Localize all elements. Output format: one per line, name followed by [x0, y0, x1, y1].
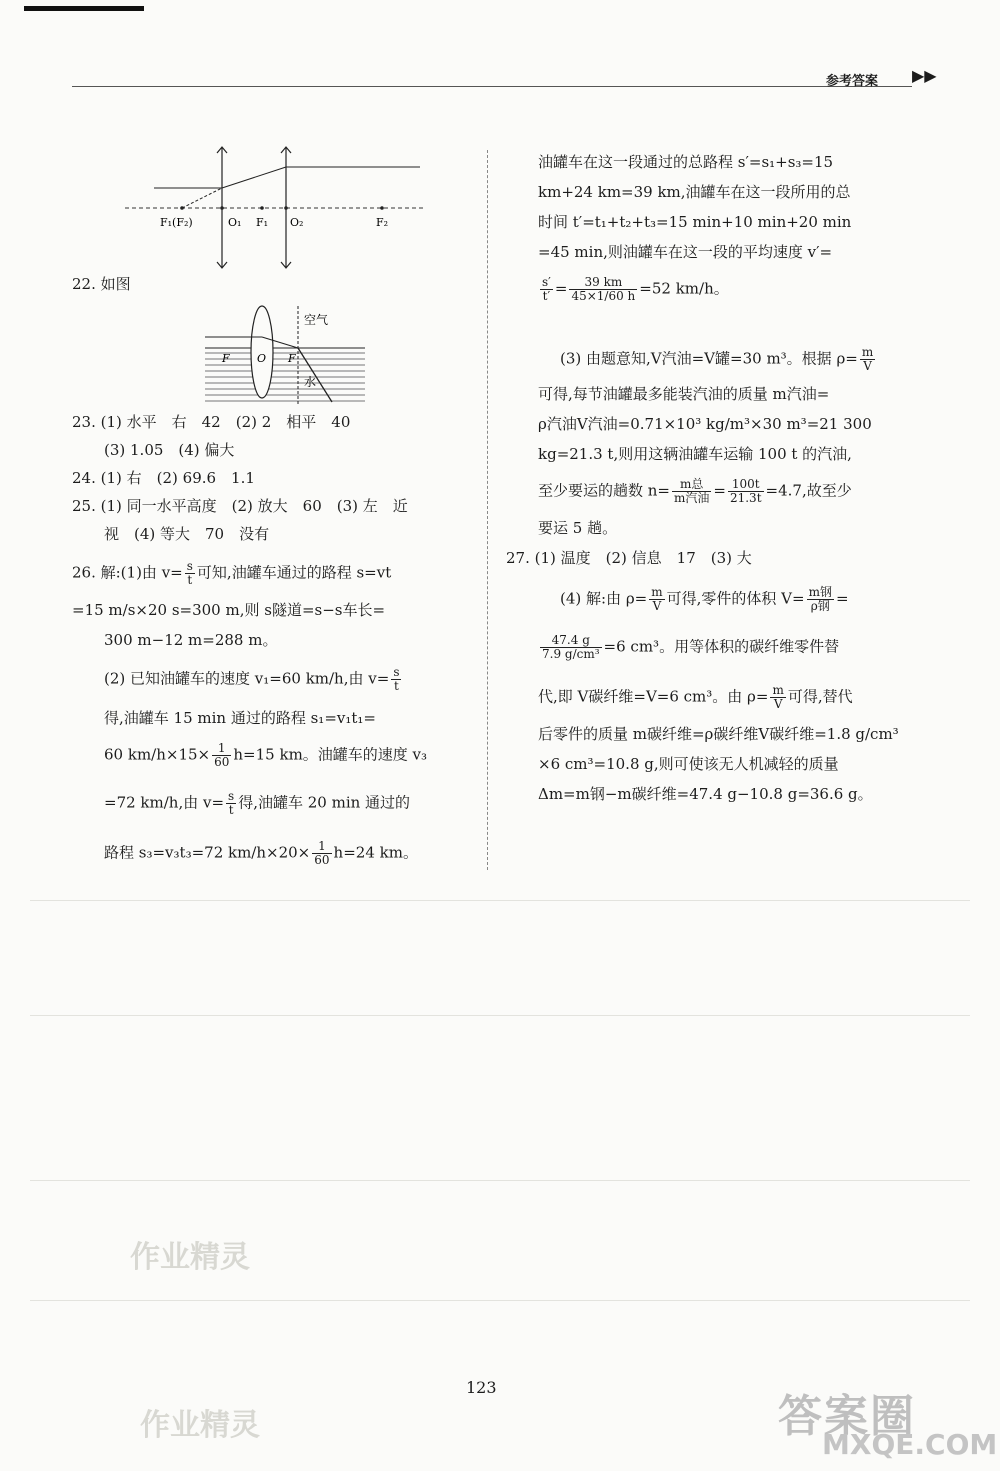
q26r-line11: 要运 5 趟。 — [538, 519, 618, 537]
q27-line4: 代,即 V碳纤维=V=6 cm³。由 ρ= $\frac{m}{V}$ 可得,替代 — [538, 683, 853, 711]
q27-line7: Δm=m钢−m碳纤维=47.4 g−10.8 g=36.6 g。 — [538, 785, 873, 803]
watermark: 作业精灵 — [140, 1408, 260, 1443]
watermark: 作业精灵 — [130, 1240, 250, 1275]
label-f: F — [222, 352, 230, 365]
q26r-line9: kg=21.3 t,则用这辆油罐车运输 100 t 的汽油, — [538, 445, 852, 463]
q26-line8: 路程 s₃=v₃t₃=72 km/h×20× $\frac{1}{60}$ h=24 km。 — [104, 839, 418, 867]
fraction: $\frac{s'}{t'}$ — [542, 275, 551, 303]
q26r-line8: ρ汽油V汽油=0.71×10³ kg/m³×30 m³=21 300 — [538, 415, 872, 433]
label-f: F — [288, 352, 296, 365]
refracted-ray — [222, 167, 286, 188]
top-bar — [24, 6, 144, 11]
q26-line3: 300 m−12 m=288 m。 — [104, 631, 278, 649]
q26r-line5: $\frac{s'}{t'}$ = $\frac{39 km}{45\times 1/60 h}$ =52 km/h。 — [542, 275, 729, 303]
q27-line1: 27. (1) 温度 (2) 信息 17 (3) 大 — [506, 549, 752, 567]
center-point — [284, 206, 288, 210]
extension-line — [182, 188, 222, 208]
label-f1f2: F₁(F₂) — [160, 216, 193, 229]
q27-line5: 后零件的质量 m碳纤维=ρ碳纤维V碳纤维=1.8 g/cm³ — [538, 725, 899, 743]
fraction: $\frac{m}{V}$ — [772, 683, 784, 711]
q23-line1: 23. (1) 水平 右 42 (2) 2 相平 40 — [72, 413, 351, 431]
focus-point — [380, 206, 384, 210]
q26r-line2: km+24 km=39 km,油罐车在这一段所用的总 — [538, 183, 851, 201]
q26-line6: 60 km/h×15× $\frac{1}{60}$ h=15 km。油罐车的速度 v₃ — [104, 741, 428, 769]
site-url: MXQE.COM — [822, 1428, 998, 1461]
fraction: $\frac{m}{V}$ — [861, 345, 874, 373]
fold-line — [30, 1300, 970, 1301]
header-arrows-icon: ▶▶ — [912, 66, 937, 85]
label-o: O — [257, 352, 267, 365]
air-label: 空气 — [304, 313, 329, 327]
q26r-line10: 至少要运的趟数 n= $\frac{\text{m总}}{\text{m汽油}}$ = $\frac{100t}{21.3t}$ =4.7,故至少 — [538, 477, 852, 505]
focus-point — [180, 206, 184, 210]
q26r-line6: (3) 由题意知,V汽油=V罐=30 m³。根据 ρ= $\frac{m}{V}$ — [560, 345, 874, 373]
fraction: $\frac{47.4 g}{\text{7.9 g/cm³}}$ — [542, 633, 600, 661]
fraction: $\frac{s}{t}$ — [186, 559, 193, 587]
q26r-line4: =45 min,则油罐车在这一段的平均速度 v′= — [538, 243, 833, 261]
q26-line5: 得,油罐车 15 min 通过的路程 s₁=v₁t₁= — [104, 709, 376, 727]
lens-diagram-21 — [120, 145, 430, 270]
fold-line — [30, 900, 970, 901]
fraction: $\frac{m}{V}$ — [651, 585, 663, 613]
q26r-line7: 可得,每节油罐最多能装汽油的质量 m汽油= — [538, 385, 830, 403]
lens-diagram-22 — [200, 302, 370, 408]
q26-line1: 26. 解:(1)由 v= $\frac{s}{t}$ 可知,油罐车通过的路程 s=vt — [72, 559, 392, 587]
header-rule — [72, 86, 912, 87]
fraction: $\frac{\text{m钢}}{\text{ρ钢}}$ — [808, 585, 832, 613]
q26-line4: (2) 已知油罐车的速度 v₁=60 km/h,由 v= $\frac{s}{t}$ — [104, 665, 400, 693]
q26r-line1: 油罐车在这一段通过的总路程 s′=s₁+s₃=15 — [538, 153, 834, 171]
fraction: $\frac{39 km}{45\times 1/60 h}$ — [571, 275, 636, 303]
page-number: 123 — [466, 1378, 497, 1397]
q26-line7: =72 km/h,由 v= $\frac{s}{t}$ 得,油罐车 20 min 通过的 — [104, 789, 411, 817]
q25-line1: 25. (1) 同一水平高度 (2) 放大 60 (3) 左 近 — [72, 497, 408, 515]
water-label: 水 — [304, 375, 317, 389]
column-divider — [487, 150, 488, 870]
site-logo: 答案圈 — [778, 1391, 916, 1442]
q26-line2: =15 m/s×20 s=300 m,则 s隧道=s−s车长= — [72, 601, 386, 619]
fraction: $\frac{s}{t}$ — [393, 665, 400, 693]
q26r-line3: 时间 t′=t₁+t₂+t₃=15 min+10 min+20 min — [538, 213, 852, 231]
q22-label: 22. 如图 — [72, 275, 131, 293]
fraction: $\frac{s}{t}$ — [228, 789, 235, 817]
q27-line2: (4) 解:由 ρ= $\frac{m}{V}$ 可得,零件的体积 V= $\frac{\text{m钢}}{\text{ρ钢}}$ = — [560, 585, 849, 613]
fraction: $\frac{100t}{21.3t}$ — [729, 477, 762, 505]
fraction: $\frac{1}{60}$ — [214, 741, 230, 769]
fold-line — [30, 1180, 970, 1181]
header-label: 参考答案 — [826, 74, 879, 89]
label-o1: O₁ — [228, 216, 242, 229]
q27-line3: $\frac{47.4 g}{\text{7.9 g/cm³}}$ =6 cm³。用等体积的碳纤维零件替 — [542, 633, 840, 661]
q23-line2: (3) 1.05 (4) 偏大 — [104, 441, 235, 459]
q25-line2: 视 (4) 等大 70 没有 — [104, 525, 270, 543]
label-f1: F₁ — [256, 216, 269, 229]
fraction: $\frac{\text{m总}}{\text{m汽油}}$ — [674, 477, 710, 505]
label-o2: O₂ — [290, 216, 304, 229]
fraction: $\frac{1}{60}$ — [314, 839, 330, 867]
focus-point — [260, 206, 264, 210]
center-point — [220, 206, 224, 210]
q27-line6: ×6 cm³=10.8 g,则可使该无人机减轻的质量 — [538, 755, 839, 773]
q24-line1: 24. (1) 右 (2) 69.6 1.1 — [72, 469, 255, 487]
fold-line — [30, 1015, 970, 1016]
label-f2: F₂ — [376, 216, 389, 229]
